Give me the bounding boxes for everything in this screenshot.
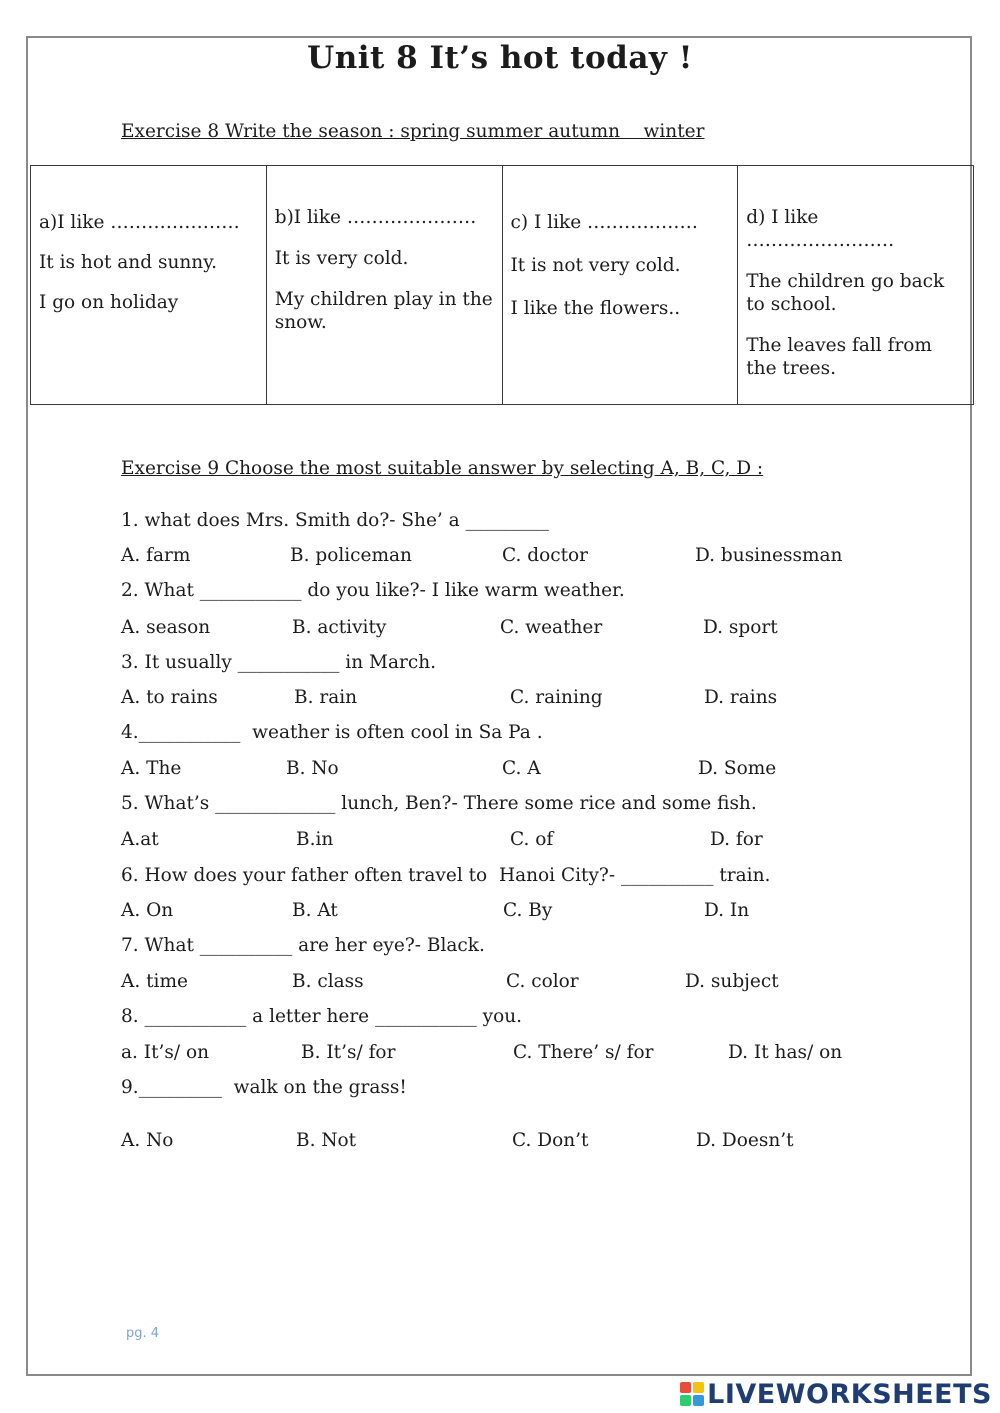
q6-option-b[interactable]: B. At bbox=[292, 900, 338, 921]
cell-c-line-2: I like the flowers.. bbox=[510, 298, 681, 319]
question-8: 8. ___________ a letter here ___________ you. bbox=[121, 1006, 523, 1027]
q2-option-b[interactable]: B. activity bbox=[292, 617, 387, 638]
question-4: 4.___________ weather is often cool in Sa Pa . bbox=[121, 722, 543, 743]
q5-option-a[interactable]: A.at bbox=[121, 829, 159, 850]
cell-d-line-2: The leaves fall from the trees. bbox=[746, 335, 932, 379]
q8-option-b[interactable]: B. It’s/ for bbox=[301, 1042, 396, 1063]
exercise-8-heading: Exercise 8 Write the season : spring summer autumn winter bbox=[121, 121, 705, 142]
q1-option-c[interactable]: C. doctor bbox=[502, 545, 589, 566]
q9-option-c[interactable]: C. Don’t bbox=[512, 1130, 589, 1151]
brand-name: LIVEWORKSHEETS bbox=[707, 1378, 992, 1410]
logo-square-red bbox=[680, 1382, 691, 1393]
cell-b-prompt: b)I like ………………… bbox=[274, 207, 477, 228]
q8-option-d[interactable]: D. It has/ on bbox=[728, 1042, 843, 1063]
q4-option-d[interactable]: D. Some bbox=[698, 758, 777, 779]
q4-option-c[interactable]: C. A bbox=[502, 758, 541, 779]
cell-a-line-2: I go on holiday bbox=[39, 292, 179, 313]
liveworksheets-brand[interactable] bbox=[680, 1378, 992, 1410]
cell-b-line-1: It is very cold. bbox=[274, 248, 409, 269]
q3-option-a[interactable]: A. to rains bbox=[121, 687, 218, 708]
season-cell-a bbox=[31, 166, 267, 405]
q9-option-a[interactable]: A. No bbox=[121, 1130, 174, 1151]
q5-option-d[interactable]: D. for bbox=[710, 829, 763, 850]
q6-option-c[interactable]: C. By bbox=[503, 900, 553, 921]
q6-option-a[interactable]: A. On bbox=[121, 900, 174, 921]
q8-option-c[interactable]: C. There’ s/ for bbox=[513, 1042, 654, 1063]
question-7: 7. What __________ are her eye?- Black. bbox=[121, 935, 485, 956]
cell-c-line-1: It is not very cold. bbox=[510, 255, 681, 276]
q5-option-c[interactable]: C. of bbox=[510, 829, 554, 850]
cell-b-line-2: My children play in the snow. bbox=[274, 289, 493, 333]
q2-option-c[interactable]: C. weather bbox=[500, 617, 603, 638]
cell-d-line-1: The children go back to school. bbox=[746, 271, 945, 315]
q3-option-c[interactable]: C. raining bbox=[510, 687, 603, 708]
q7-option-c[interactable]: C. color bbox=[506, 971, 579, 992]
logo-square-yellow bbox=[693, 1382, 704, 1393]
q1-option-d[interactable]: D. businessman bbox=[695, 545, 843, 566]
liveworksheets-logo-icon bbox=[680, 1382, 704, 1406]
season-table bbox=[30, 165, 974, 405]
q1-option-b[interactable]: B. policeman bbox=[290, 545, 412, 566]
cell-a-line-1: It is hot and sunny. bbox=[39, 252, 218, 273]
logo-square-blue bbox=[693, 1395, 704, 1406]
question-3: 3. It usually ___________ in March. bbox=[121, 652, 436, 673]
q9-option-b[interactable]: B. Not bbox=[296, 1130, 357, 1151]
q3-option-b[interactable]: B. rain bbox=[294, 687, 358, 708]
q4-option-b[interactable]: B. No bbox=[286, 758, 339, 779]
cell-c-prompt: c) I like ……………… bbox=[510, 212, 699, 233]
worksheet-title: Unit 8 It’s hot today ! bbox=[307, 40, 693, 76]
q4-option-a[interactable]: A. The bbox=[121, 758, 182, 779]
q7-option-d[interactable]: D. subject bbox=[685, 971, 779, 992]
season-cell-b bbox=[266, 166, 502, 405]
question-1: 1. what does Mrs. Smith do?- She’ a _________ bbox=[121, 510, 549, 531]
q2-option-d[interactable]: D. sport bbox=[703, 617, 778, 638]
cell-d-prompt: d) I like …………………… bbox=[746, 207, 895, 251]
q9-option-d[interactable]: D. Doesn’t bbox=[696, 1130, 794, 1151]
q8-option-a[interactable]: a. It’s/ on bbox=[121, 1042, 210, 1063]
q2-option-a[interactable]: A. season bbox=[121, 617, 211, 638]
question-2: 2. What ___________ do you like?- I like warm weather. bbox=[121, 580, 625, 601]
logo-square-green bbox=[680, 1395, 691, 1406]
exercise-9-heading: Exercise 9 Choose the most suitable answer by selecting A, B, C, D : bbox=[121, 458, 764, 479]
season-cell-d bbox=[738, 166, 974, 405]
cell-a-prompt: a)I like ………………… bbox=[39, 212, 240, 233]
question-6: 6. How does your father often travel to Hanoi City?- __________ train. bbox=[121, 865, 771, 886]
q7-option-a[interactable]: A. time bbox=[121, 971, 188, 992]
page-number: pg. 4 bbox=[126, 1326, 160, 1341]
q7-option-b[interactable]: B. class bbox=[292, 971, 364, 992]
question-9: 9._________ walk on the grass! bbox=[121, 1077, 407, 1098]
q3-option-d[interactable]: D. rains bbox=[704, 687, 778, 708]
q1-option-a[interactable]: A. farm bbox=[121, 545, 191, 566]
season-cell-c bbox=[502, 166, 738, 405]
q6-option-d[interactable]: D. In bbox=[704, 900, 750, 921]
q5-option-b[interactable]: B.in bbox=[296, 829, 334, 850]
question-5: 5. What’s _____________ lunch, Ben?- There some rice and some fish. bbox=[121, 793, 757, 814]
